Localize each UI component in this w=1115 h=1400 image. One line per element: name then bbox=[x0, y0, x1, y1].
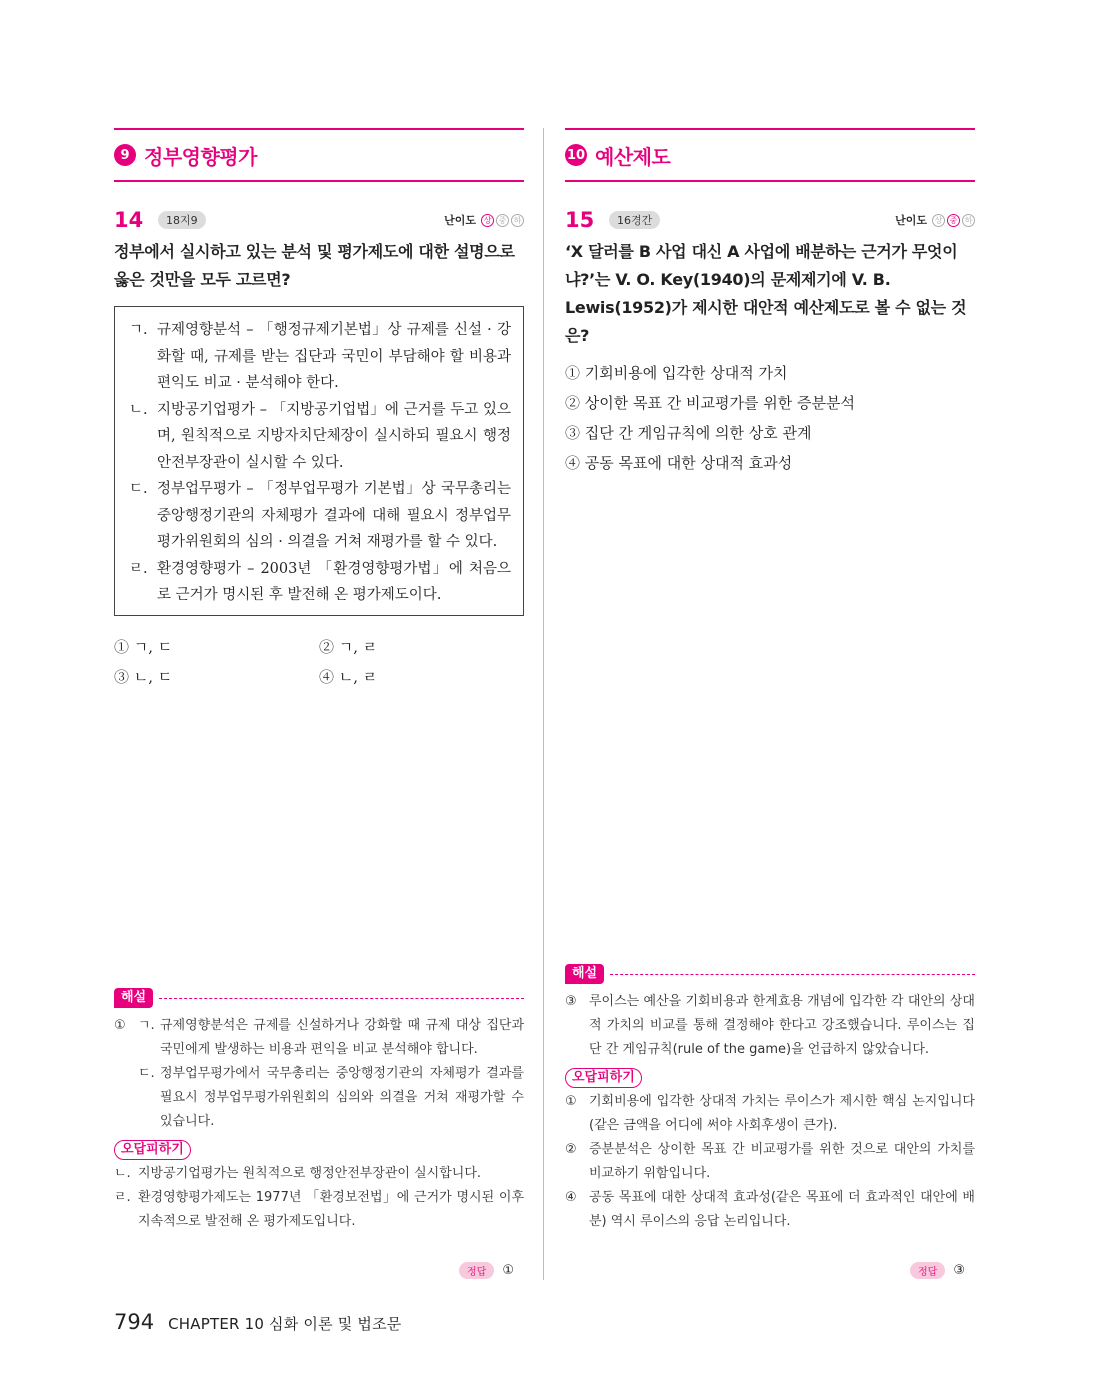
answer-label: 정답 bbox=[910, 1262, 945, 1279]
choice-1: ① 기회비용에 입각한 상대적 가치 bbox=[565, 364, 788, 382]
difficulty-mid: 중 bbox=[496, 214, 509, 227]
statement-item: ㄴ. 지방공기업평가 – 「지방공기업법」에 근거를 두고 있으며, 원칙적으로 지방자치단체장이 실시하되 필요시 행정안전부장관이 실시할 수 있다. bbox=[129, 401, 511, 471]
column-divider bbox=[543, 128, 544, 1280]
explanation-item: ㄷ. 정부업무평가에서 국무총리는 중앙행정기관의 자체평가 결과를 필요시 정부업무평가위원회의 심의와 의결을 거쳐 재평가할 수 있습니다. bbox=[138, 1066, 524, 1129]
avoid-item: ① 기회비용에 입각한 상대적 가치는 루이스가 제시한 핵심 논지입니다(같은 금액을 어디에 써야 사회후생이 큰가). bbox=[565, 1094, 975, 1133]
choice-4: ④ ㄴ, ㄹ bbox=[319, 667, 378, 686]
answer-value: ① bbox=[502, 1263, 514, 1278]
left-column bbox=[114, 128, 524, 692]
difficulty-label: 난이도 bbox=[895, 214, 927, 227]
page-number: 794 bbox=[114, 1310, 155, 1334]
choice-2: ② 상이한 목표 간 비교평가를 위한 증분분석 bbox=[565, 394, 855, 412]
question-header bbox=[565, 208, 975, 232]
right-column bbox=[565, 128, 975, 478]
section-number: 10 bbox=[565, 144, 587, 166]
explanation-label: 해설 bbox=[114, 988, 153, 1008]
difficulty-low: 하 bbox=[962, 214, 975, 227]
question-source-tag: 18지9 bbox=[158, 211, 206, 229]
statement-item: ㄱ. 규제영향분석 – 「행정규제기본법」상 규제를 신설 · 강화할 때, 규제를 받는 집단과 국민이 부담해야 할 비용과 편익도 비교 · 분석해야 한다. bbox=[129, 322, 511, 391]
dashed-divider bbox=[610, 974, 975, 975]
answer-label: 정답 bbox=[459, 1262, 494, 1279]
section-title: 정부영향평가 bbox=[144, 144, 257, 169]
avoid-item: ㄴ. 지방공기업평가는 원칙적으로 행정안전부장관이 실시합니다. bbox=[114, 1166, 482, 1181]
difficulty-low: 하 bbox=[511, 214, 524, 227]
question-source-tag: 16경간 bbox=[609, 211, 660, 229]
section-number: 9 bbox=[114, 144, 136, 166]
answer-value: ③ bbox=[953, 1263, 965, 1278]
section-header bbox=[565, 128, 975, 182]
explanation-left bbox=[114, 988, 524, 1234]
answer-choices bbox=[565, 358, 975, 478]
avoid-wrong-label: 오답피하기 bbox=[565, 1068, 642, 1088]
choice-4: ④ 공동 목표에 대한 상대적 효과성 bbox=[565, 454, 793, 472]
explanation-item: ③ 루이스는 예산을 기회비용과 한계효용 개념에 입각한 각 대안의 상대적 가치의 비교를 통해 결정해야 한다고 강조했습니다. 루이스는 집단 간 게임규칙(rule of the game)을 언급하지 않았습니다. bbox=[565, 994, 975, 1057]
avoid-item: ② 증분분석은 상이한 목표 간 비교평가를 위한 것으로 대안의 가치를 비교하기 위함입니다. bbox=[565, 1142, 975, 1181]
difficulty-indicator bbox=[444, 212, 524, 228]
answer-right bbox=[910, 1262, 965, 1279]
avoid-item: ㄹ. 환경영향평가제도는 1977년 「환경보전법」에 근거가 명시된 이후 지속적으로 발전해 온 평가제도입니다. bbox=[114, 1190, 524, 1229]
difficulty-label: 난이도 bbox=[444, 214, 476, 227]
avoid-wrong-label: 오답피하기 bbox=[114, 1140, 191, 1160]
statement-box bbox=[114, 306, 524, 616]
answer-left bbox=[459, 1262, 514, 1279]
question-text: ‘X 달러를 B 사업 대신 A 사업에 배분하는 근거가 무엇이냐?’는 V. O. Key(1940)의 문제제기에 V. B. Lewis(1952)가 제시한 대안적 예산제도로 볼 수 없는 것은? bbox=[565, 242, 967, 345]
difficulty-high: 상 bbox=[932, 214, 945, 227]
choice-1: ① ㄱ, ㄷ bbox=[114, 637, 173, 656]
difficulty-high: 상 bbox=[481, 214, 494, 227]
page-footer bbox=[114, 1310, 401, 1334]
explanation-right bbox=[565, 964, 975, 1234]
statement-item: ㄷ. 정부업무평가 – 「정부업무평가 기본법」상 국무총리는 중앙행정기관의 자체평가 결과에 대해 필요시 정부업무 평가위원회의 심의 · 의결을 거쳐 재평가를 할 수 있다. bbox=[129, 481, 511, 550]
statement-item: ㄹ. 환경영향평가 – 2003년 「환경영향평가법」에 처음으로 근거가 명시된 후 발전해 온 평가제도이다. bbox=[129, 560, 511, 603]
question-text: 정부에서 실시하고 있는 분석 및 평가제도에 대한 설명으로 옳은 것만을 모두 고르면? bbox=[114, 242, 515, 289]
avoid-item: ④ 공동 목표에 대한 상대적 효과성(같은 목표에 더 효과적인 대안에 배분) 역시 루이스의 응답 논리입니다. bbox=[565, 1190, 975, 1229]
choice-3: ③ ㄴ, ㄷ bbox=[114, 667, 173, 686]
question-number: 14 bbox=[114, 208, 144, 232]
difficulty-mid: 중 bbox=[947, 214, 960, 227]
difficulty-indicator bbox=[895, 212, 975, 228]
explanation-label: 해설 bbox=[565, 964, 604, 984]
dashed-divider bbox=[159, 998, 524, 999]
question-header bbox=[114, 208, 524, 232]
chapter-title: CHAPTER 10 심화 이론 및 법조문 bbox=[168, 1315, 402, 1333]
answer-choices bbox=[114, 632, 524, 692]
section-header bbox=[114, 128, 524, 182]
explanation-item: ① ㄱ. 규제영향분석은 규제를 신설하거나 강화할 때 규제 대상 집단과 국민에게 발생하는 비용과 편익을 비교 분석해야 합니다. bbox=[114, 1018, 524, 1057]
choice-2: ② ㄱ, ㄹ bbox=[319, 637, 378, 656]
choice-3: ③ 집단 간 게임규칙에 의한 상호 관계 bbox=[565, 424, 812, 442]
section-title: 예산제도 bbox=[595, 144, 671, 169]
question-number: 15 bbox=[565, 208, 595, 232]
